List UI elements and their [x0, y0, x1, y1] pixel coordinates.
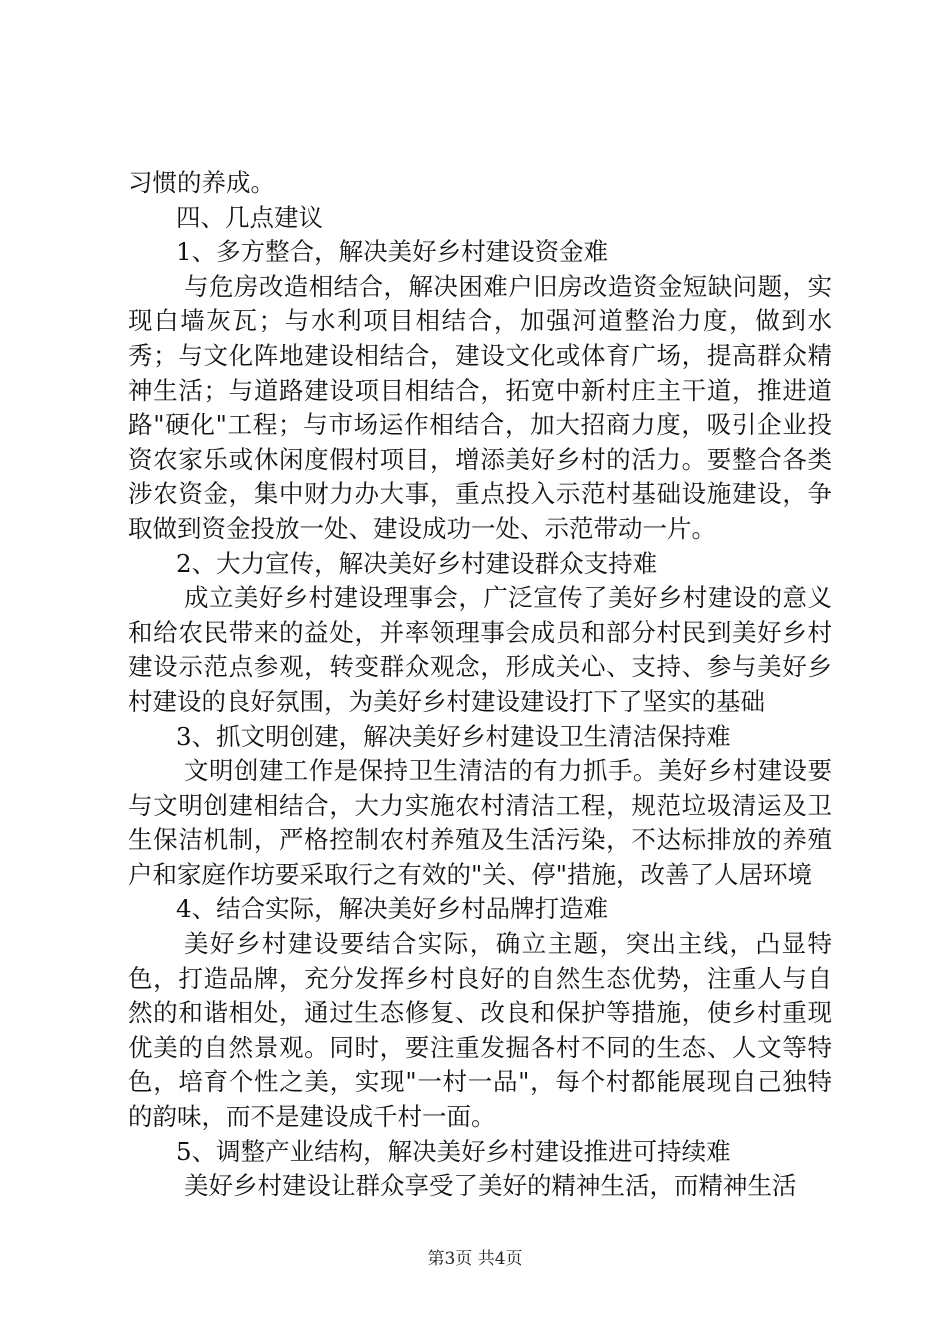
- subsection-heading: 4、结合实际，解决美好乡村品牌打造难: [176, 894, 609, 924]
- paragraph: 习惯的养成。: [128, 168, 275, 197]
- paragraph: 文明创建工作是保持卫生清洁的有力抓手。美好乡村建设要与文明创建相结合，大力实施农村清洁工程，规范垃圾清运及卫生保洁机制，严格控制农村养殖及生活污染，不达标排放的养殖户和家庭作坊要采取行之有效的"关、停"措施，改善了人居环境: [128, 756, 832, 889]
- paragraph: 成立美好乡村建设理事会，广泛宣传了美好乡村建设的意义和给农民带来的益处，并率领理事会成员和部分村民到美好乡村建设示范点参观，转变群众观念，形成关心、支持、参与美好乡村建设的良好氛围，为美好乡村建设建设打下了坚实的基础: [128, 583, 832, 716]
- paragraph: 与危房改造相结合，解决困难户旧房改造资金短缺问题，实现白墙灰瓦；与水利项目相结合，加强河道整治力度，做到水秀；与文化阵地建设相结合，建设文化或体育广场，提高群众精神生活；与道路建设项目相结合，拓宽中新村庄主干道，推进道路"硬化"工程；与市场运作相结合，加大招商力度，吸引企业投资农家乐或休闲度假村项目，增添美好乡村的活力。要整合各类涉农资金，集中财力办大事，重点投入示范村基础设施建设，争取做到资金投放一处、建设成功一处、示范带动一片。: [128, 271, 832, 543]
- paragraph: 美好乡村建设让群众享受了美好的精神生活，而精神生活: [184, 1171, 797, 1201]
- subsection-heading: 3、抓文明创建，解决美好乡村建设卫生清洁保持难: [176, 721, 731, 751]
- section-heading: 四、几点建议: [176, 202, 323, 232]
- subsection-heading: 1、多方整合，解决美好乡村建设资金难: [176, 237, 609, 267]
- document-body: [128, 166, 832, 1204]
- page-footer: 第3页 共4页: [427, 1249, 523, 1269]
- subsection-heading: 2、大力宣传，解决美好乡村建设群众支持难: [176, 548, 658, 578]
- paragraph: 美好乡村建设要结合实际，确立主题，突出主线，凸显特色，打造品牌，充分发挥乡村良好的自然生态优势，注重人与自然的和谐相处，通过生态修复、改良和保护等措施，使乡村重现优美的自然景观。同时，要注重发掘各村不同的生态、人文等特色，培育个性之美，实现"一村一品"，每个村都能展现自己独特的韵味，而不是建设成千村一面。: [128, 929, 832, 1132]
- subsection-heading: 5、调整产业结构，解决美好乡村建设推进可持续难: [176, 1136, 731, 1166]
